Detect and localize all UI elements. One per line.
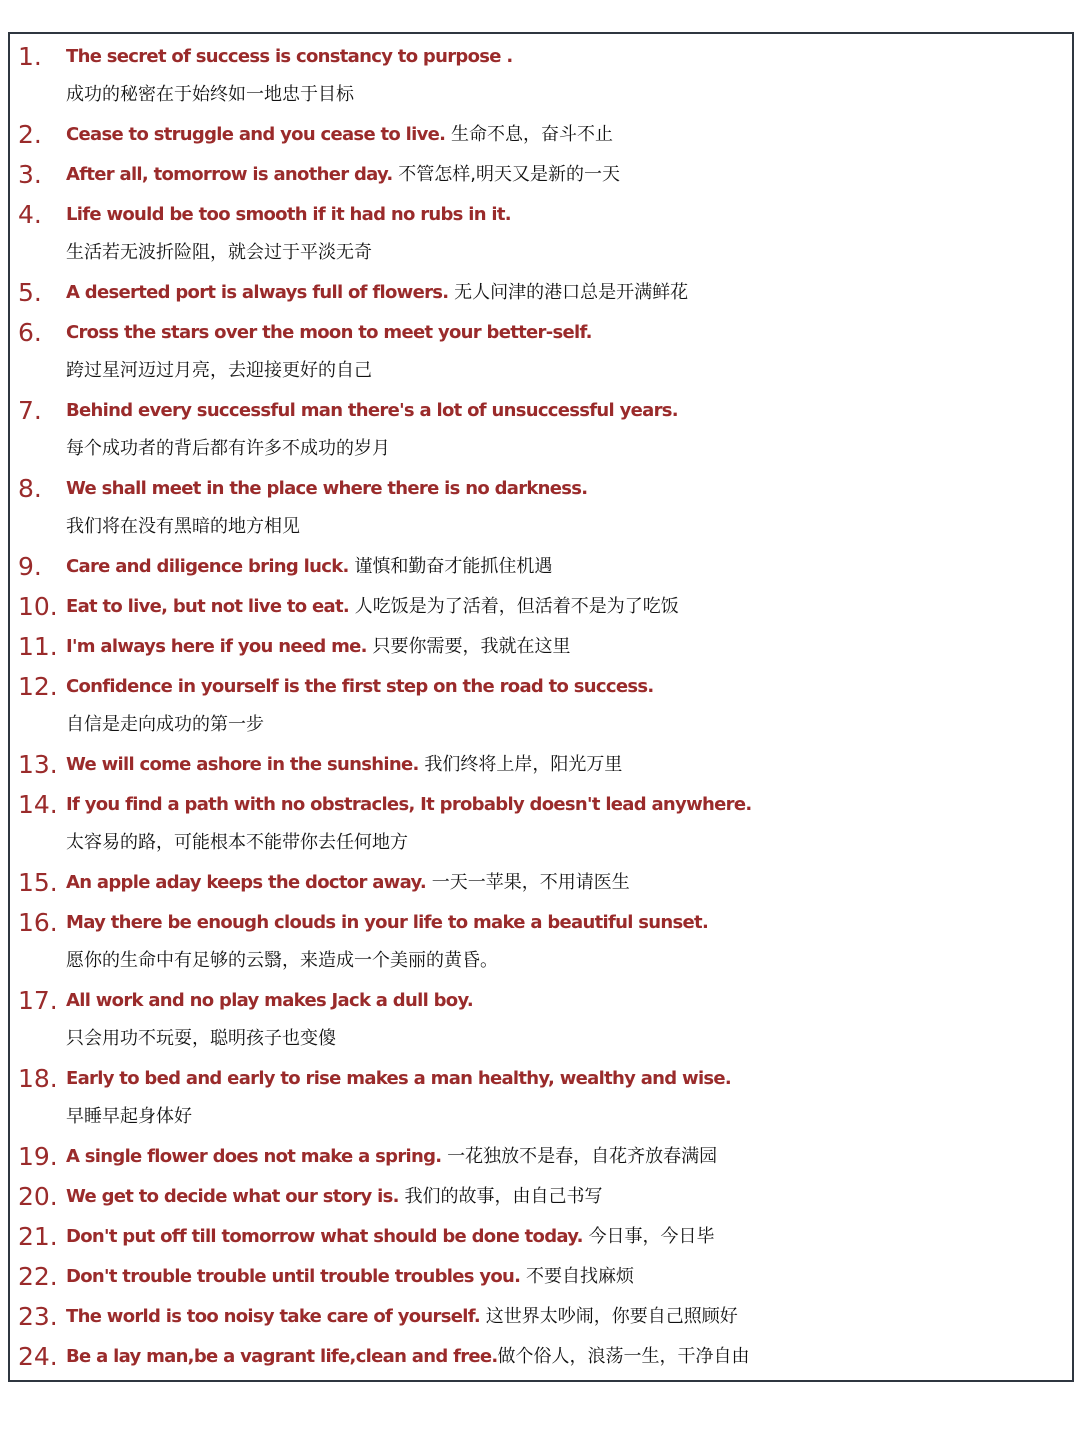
chinese-translation: 我们终将上岸，阳光万里 xyxy=(424,754,623,775)
english-quote: Care and diligence bring luck. xyxy=(66,556,349,577)
chinese-translation: 一花独放不是春，自花齐放春满园 xyxy=(447,1146,718,1167)
quote-item-13 xyxy=(18,746,1076,784)
quote-item-6 xyxy=(18,314,1076,390)
english-quote: A deserted port is always full of flowers. xyxy=(66,282,449,303)
quote-body xyxy=(66,904,1076,980)
quote-item-20 xyxy=(18,1178,1076,1216)
english-quote: Be a lay man,be a vagrant life,clean and free. xyxy=(66,1346,498,1367)
quote-number: 7. xyxy=(18,396,42,425)
quote-number: 22. xyxy=(18,1262,58,1291)
quote-number: 3. xyxy=(18,160,42,189)
english-quote: We get to decide what our story is. xyxy=(66,1186,399,1207)
quote-number: 12. xyxy=(18,672,58,701)
quote-number: 8. xyxy=(18,474,42,503)
english-quote: The world is too noisy take care of yourself. xyxy=(66,1306,480,1327)
chinese-translation: 我们将在没有黑暗的地方相见 xyxy=(66,516,300,537)
quote-number: 18. xyxy=(18,1064,58,1093)
quote-number: 20. xyxy=(18,1182,58,1211)
chinese-translation: 自信是走向成功的第一步 xyxy=(66,714,264,735)
quote-item-21 xyxy=(18,1218,1076,1256)
quote-body xyxy=(66,588,1076,626)
chinese-translation: 一天一苹果，不用请医生 xyxy=(431,872,630,893)
quote-item-7 xyxy=(18,392,1076,468)
quote-item-3 xyxy=(18,156,1076,194)
chinese-translation: 人吃饭是为了活着，但活着不是为了吃饭 xyxy=(354,596,679,617)
quote-body xyxy=(66,1298,1076,1336)
quote-item-11 xyxy=(18,628,1076,666)
quote-number: 11. xyxy=(18,632,58,661)
chinese-translation: 我们的故事，由自己书写 xyxy=(404,1186,603,1207)
quote-body xyxy=(66,196,1076,272)
quote-body xyxy=(66,1178,1076,1216)
english-quote: Behind every successful man there's a lot of unsuccessful years. xyxy=(66,400,678,421)
chinese-translation: 生活若无波折险阻，就会过于平淡无奇 xyxy=(66,242,372,263)
quote-body xyxy=(66,746,1076,784)
quote-number: 24. xyxy=(18,1342,58,1371)
chinese-translation: 谨慎和勤奋才能抓住机遇 xyxy=(354,556,553,577)
quote-item-10 xyxy=(18,588,1076,626)
english-quote: We shall meet in the place where there is no darkness. xyxy=(66,478,588,499)
quote-body xyxy=(66,786,1076,862)
chinese-translation: 愿你的生命中有足够的云翳，来造成一个美丽的黄昏。 xyxy=(66,950,498,971)
quote-number: 21. xyxy=(18,1222,58,1251)
quote-body xyxy=(66,982,1076,1058)
english-quote: Don't trouble trouble until trouble troubles you. xyxy=(66,1266,521,1287)
quote-item-12 xyxy=(18,668,1076,744)
quote-number: 1. xyxy=(18,42,42,71)
quote-body xyxy=(66,1138,1076,1176)
english-quote: Don't put off till tomorrow what should be done today. xyxy=(66,1226,583,1247)
english-quote: A single flower does not make a spring. xyxy=(66,1146,442,1167)
quote-item-5 xyxy=(18,274,1076,312)
chinese-translation: 无人问津的港口总是开满鲜花 xyxy=(454,282,689,303)
english-quote: The secret of success is constancy to purpose . xyxy=(66,46,513,67)
english-quote: May there be enough clouds in your life to make a beautiful sunset. xyxy=(66,912,709,933)
quote-number: 4. xyxy=(18,200,42,229)
english-quote: All work and no play makes Jack a dull boy. xyxy=(66,990,473,1011)
english-quote: An apple aday keeps the doctor away. xyxy=(66,872,426,893)
quote-number: 6. xyxy=(18,318,42,347)
quote-number: 17. xyxy=(18,986,58,1015)
quote-body xyxy=(66,628,1076,666)
chinese-translation: 只要你需要，我就在这里 xyxy=(372,636,571,657)
chinese-translation: 只会用功不玩耍，聪明孩子也变傻 xyxy=(66,1028,336,1049)
chinese-translation: 每个成功者的背后都有许多不成功的岁月 xyxy=(66,438,390,459)
quote-item-9 xyxy=(18,548,1076,586)
quote-body xyxy=(66,274,1076,312)
quote-body xyxy=(66,864,1076,902)
quote-number: 10. xyxy=(18,592,58,621)
quote-item-19 xyxy=(18,1138,1076,1176)
english-quote: If you find a path with no obstracles, It probably doesn't lead anywhere. xyxy=(66,794,752,815)
chinese-translation: 跨过星河迈过月亮，去迎接更好的自己 xyxy=(66,360,372,381)
english-quote: Cross the stars over the moon to meet your better-self. xyxy=(66,322,592,343)
quote-body xyxy=(66,392,1076,468)
quote-number: 13. xyxy=(18,750,58,779)
chinese-translation: 今日事，今日毕 xyxy=(588,1226,715,1247)
quote-number: 16. xyxy=(18,908,58,937)
quote-number: 19. xyxy=(18,1142,58,1171)
quote-number: 14. xyxy=(18,790,58,819)
english-quote: Confidence in yourself is the first step on the road to success. xyxy=(66,676,654,697)
chinese-translation: 不要自找麻烦 xyxy=(526,1266,635,1287)
chinese-translation: 这世界太吵闹，你要自己照顾好 xyxy=(485,1306,738,1327)
quote-body xyxy=(66,548,1076,586)
quote-body xyxy=(66,1258,1076,1296)
quote-item-4 xyxy=(18,196,1076,272)
quote-item-16 xyxy=(18,904,1076,980)
quote-number: 23. xyxy=(18,1302,58,1331)
chinese-translation: 成功的秘密在于始终如一地忠于目标 xyxy=(66,84,354,105)
quote-body xyxy=(66,1218,1076,1256)
english-quote: Cease to struggle and you cease to live. xyxy=(66,124,446,145)
quote-number: 5. xyxy=(18,278,42,307)
quote-list xyxy=(18,38,1076,1378)
quote-item-18 xyxy=(18,1060,1076,1136)
quote-item-22 xyxy=(18,1258,1076,1296)
english-quote: Eat to live, but not live to eat. xyxy=(66,596,350,617)
quote-item-15 xyxy=(18,864,1076,902)
chinese-translation: 做个俗人，浪荡一生，干净自由 xyxy=(497,1346,750,1367)
quote-body xyxy=(66,470,1076,546)
quote-body xyxy=(66,116,1076,154)
quote-body xyxy=(66,1338,1076,1376)
chinese-translation: 太容易的路，可能根本不能带你去任何地方 xyxy=(66,832,408,853)
quote-number: 15. xyxy=(18,868,58,897)
quote-body xyxy=(66,156,1076,194)
quote-item-8 xyxy=(18,470,1076,546)
chinese-translation: 早睡早起身体好 xyxy=(66,1106,192,1127)
english-quote: I'm always here if you need me. xyxy=(66,636,367,657)
chinese-translation: 不管怎样,明天又是新的一天 xyxy=(398,164,621,185)
english-quote: Life would be too smooth if it had no rubs in it. xyxy=(66,204,511,225)
chinese-translation: 生命不息，奋斗不止 xyxy=(451,124,614,145)
quote-body xyxy=(66,1060,1076,1136)
quote-item-17 xyxy=(18,982,1076,1058)
english-quote: After all, tomorrow is another day. xyxy=(66,164,393,185)
quote-item-1 xyxy=(18,38,1076,114)
quote-body xyxy=(66,38,1076,114)
quote-item-2 xyxy=(18,116,1076,154)
english-quote: We will come ashore in the sunshine. xyxy=(66,754,419,775)
quote-item-14 xyxy=(18,786,1076,862)
quote-body xyxy=(66,314,1076,390)
english-quote: Early to bed and early to rise makes a man healthy, wealthy and wise. xyxy=(66,1068,732,1089)
quote-body xyxy=(66,668,1076,744)
quote-number: 9. xyxy=(18,552,42,581)
quote-item-23 xyxy=(18,1298,1076,1336)
quote-item-24 xyxy=(18,1338,1076,1376)
quote-number: 2. xyxy=(18,120,42,149)
